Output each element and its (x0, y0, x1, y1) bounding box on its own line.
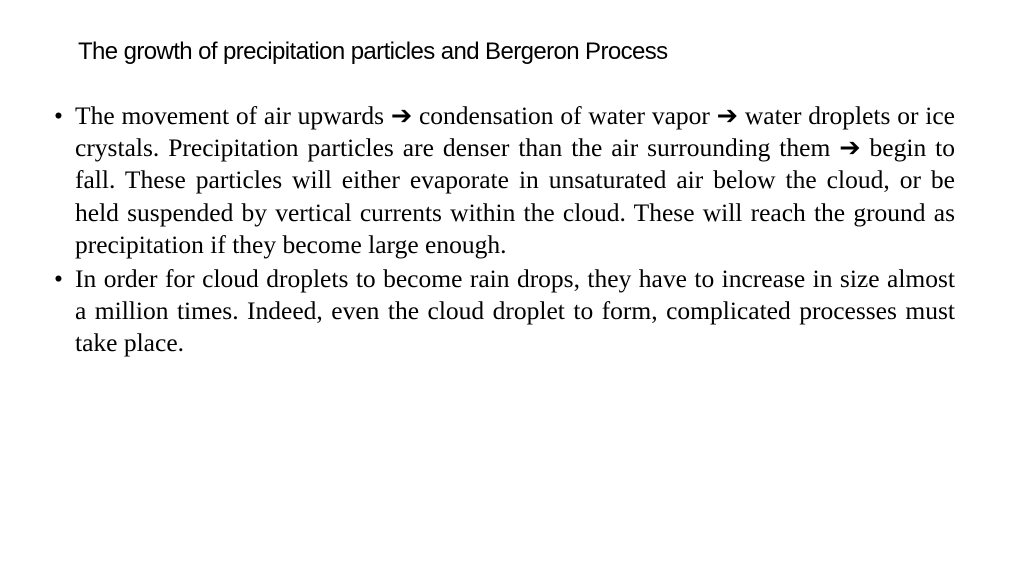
bullet-icon: • (54, 264, 63, 294)
bullet-icon: • (54, 101, 63, 130)
bullet-list (54, 100, 955, 362)
bullet-item (54, 100, 955, 261)
bullet-text: In order for cloud droplets to become rain drops, they have to increase in size almost a million times. Indeed, even the cloud droplet to form, complicated processes must take place. (75, 264, 955, 358)
slide-title: The growth of precipitation particles and Bergeron Process (78, 38, 668, 65)
bullet-item (54, 263, 955, 360)
bullet-text: The movement of air upwards ➔ condensation of water vapor ➔ water droplets or ice crystals. Precipitation particles are denser than the air surrounding them ➔ begin to fall. These particles will either evaporate in unsaturated air below the cloud, or be held suspended by vertical currents within the cloud. These will reach the ground as precipitation if they become large enough. (75, 101, 955, 259)
